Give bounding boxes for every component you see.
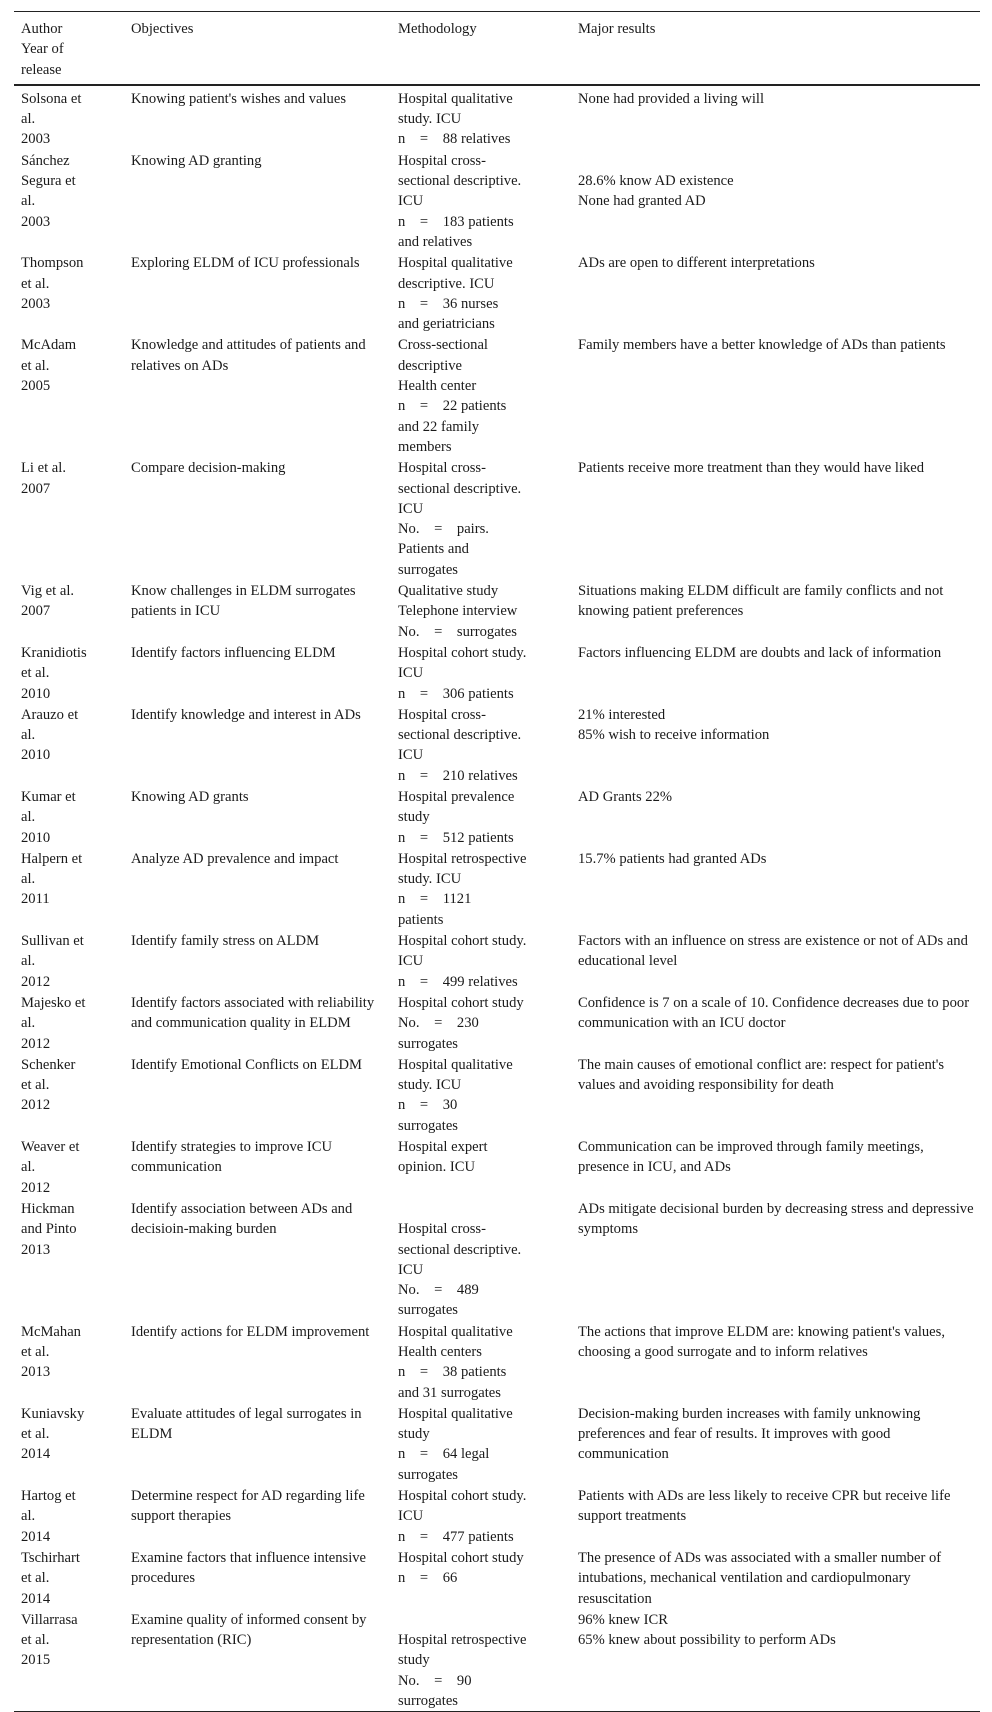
cell-methodology: Cross-sectional descriptive Health center n = 22 patients and 22 family members bbox=[398, 337, 507, 455]
cell-author-year: Villarrasa et al. 2015 bbox=[21, 1611, 78, 1669]
cell-methodology: Hospital retrospective study. ICU n = 1121 patients bbox=[398, 850, 527, 928]
cell-methodology: Hospital cross- sectional descriptive. ICU No. = pairs. Patients and surrogates bbox=[398, 460, 522, 578]
cell-objectives: Identify strategies to improve ICU communication bbox=[131, 1139, 333, 1176]
cell-methodology: Hospital cohort study No. = 230 surrogates bbox=[398, 994, 524, 1052]
cell-objectives: Know challenges in ELDM surrogates patients in ICU bbox=[131, 583, 356, 620]
table-row bbox=[14, 1547, 980, 1609]
cell-author-year: Kumar et al. 2010 bbox=[21, 788, 76, 846]
cell-major-results: 96% knew ICR 65% knew about possibility to perform ADs bbox=[578, 1611, 836, 1649]
header-objectives: Objectives bbox=[131, 21, 194, 37]
cell-author-year: Majesko et al. 2012 bbox=[21, 994, 86, 1052]
cell-objectives: Analyze AD prevalence and impact bbox=[131, 850, 339, 867]
cell-major-results: 15.7% patients had granted ADs bbox=[578, 850, 767, 867]
table-row bbox=[14, 85, 980, 150]
cell-major-results: The actions that improve ELDM are: knowing patient's values, choosing a good surrogate and to inform relatives bbox=[578, 1323, 945, 1360]
table-row bbox=[14, 252, 980, 334]
cell-objectives: Identify factors influencing ELDM bbox=[131, 644, 336, 661]
cell-major-results: Decision-making burden increases with family unknowing preferences and fear of results. It improves with good communication bbox=[578, 1405, 921, 1463]
cell-objectives: Evaluate attitudes of legal surrogates in ELDM bbox=[131, 1405, 362, 1443]
cell-methodology: Hospital retrospective study No. = 90 surrogates bbox=[398, 1632, 527, 1710]
cell-major-results: AD Grants 22% bbox=[578, 788, 673, 805]
cell-methodology: Hospital cohort study n = 66 bbox=[398, 1549, 524, 1587]
cell-major-results: The main causes of emotional conflict are: respect for patient's values and avoiding responsibility for death bbox=[578, 1056, 945, 1094]
cell-major-results: Patients receive more treatment than they would have liked bbox=[578, 460, 925, 477]
cell-author-year: Tschirhart et al. 2014 bbox=[21, 1549, 80, 1607]
cell-objectives: Identify factors associated with reliability and communication quality in ELDM bbox=[131, 994, 375, 1032]
cell-methodology: Hospital qualitative study. ICU n = 88 relatives bbox=[398, 90, 513, 148]
literature-review-table bbox=[14, 11, 980, 1712]
cell-methodology: Hospital cohort study. ICU n = 499 relatives bbox=[398, 933, 527, 990]
header-major-results: Major results bbox=[578, 21, 656, 37]
cell-major-results: Confidence is 7 on a scale of 10. Confidence decreases due to poor communication with an ICU doctor bbox=[578, 994, 970, 1032]
cell-author-year: Hartog et al. 2014 bbox=[21, 1488, 76, 1545]
cell-major-results: 21% interested 85% wish to receive information bbox=[578, 706, 770, 744]
table-row bbox=[14, 786, 980, 848]
cell-methodology: Hospital cohort study. ICU n = 306 patients bbox=[398, 644, 527, 702]
cell-major-results: ADs are open to different interpretations bbox=[578, 255, 815, 272]
table-row bbox=[14, 704, 980, 786]
cell-methodology: Hospital cross- sectional descriptive. ICU n = 183 patients and relatives bbox=[398, 152, 522, 250]
header-row bbox=[14, 12, 980, 85]
cell-methodology: Qualitative study Telephone interview No. = surrogates bbox=[398, 583, 518, 640]
cell-author-year: Arauzo et al. 2010 bbox=[21, 706, 79, 764]
cell-author-year: Solsona et al. 2003 bbox=[21, 90, 82, 148]
cell-author-year: Hickman and Pinto 2013 bbox=[21, 1200, 77, 1258]
cell-major-results: Factors influencing ELDM are doubts and lack of information bbox=[578, 644, 942, 661]
cell-objectives: Identify knowledge and interest in ADs bbox=[131, 706, 361, 723]
table-row bbox=[14, 992, 980, 1054]
cell-objectives: Identify Emotional Conflicts on ELDM bbox=[131, 1056, 363, 1073]
table-body bbox=[14, 85, 980, 1712]
cell-major-results: The presence of ADs was associated with a smaller number of intubations, mechanical ventilation and cardiopulmonary resuscitation bbox=[578, 1549, 942, 1607]
cell-methodology: Hospital qualitative study. ICU n = 30 surrogates bbox=[398, 1056, 513, 1134]
cell-methodology: Hospital prevalence study n = 512 patients bbox=[398, 788, 515, 846]
table-row bbox=[14, 1609, 980, 1712]
cell-methodology: Hospital qualitative study n = 64 legal surrogates bbox=[398, 1405, 513, 1483]
cell-author-year: Li et al. 2007 bbox=[21, 460, 66, 497]
cell-author-year: Thompson et al. 2003 bbox=[21, 255, 84, 312]
cell-author-year: Vig et al. 2007 bbox=[21, 583, 75, 620]
table-row bbox=[14, 1198, 980, 1321]
cell-methodology: Hospital cohort study. ICU n = 477 patients bbox=[398, 1488, 527, 1545]
table-row bbox=[14, 1485, 980, 1547]
cell-objectives: Identify actions for ELDM improvement bbox=[131, 1323, 370, 1340]
cell-author-year: Kuniavsky et al. 2014 bbox=[21, 1405, 85, 1463]
cell-major-results: Factors with an influence on stress are existence or not of ADs and educational level bbox=[578, 933, 968, 970]
cell-author-year: Halpern et al. 2011 bbox=[21, 850, 83, 908]
table-row bbox=[14, 930, 980, 992]
cell-objectives: Examine factors that influence intensive procedures bbox=[131, 1549, 367, 1587]
cell-objectives: Identify family stress on ALDM bbox=[131, 933, 320, 950]
table-row bbox=[14, 1321, 980, 1403]
cell-objectives: Knowing AD grants bbox=[131, 788, 249, 805]
table-row bbox=[14, 150, 980, 252]
table-row bbox=[14, 848, 980, 930]
header-methodology: Methodology bbox=[398, 21, 477, 37]
cell-major-results: Communication can be improved through family meetings, presence in ICU, and ADs bbox=[578, 1139, 924, 1176]
cell-author-year: Sullivan et al. 2012 bbox=[21, 933, 84, 990]
cell-major-results: Situations making ELDM difficult are family conflicts and not knowing patient preferences bbox=[578, 583, 944, 620]
cell-objectives: Determine respect for AD regarding life support therapies bbox=[131, 1488, 365, 1525]
table-row bbox=[14, 1136, 980, 1198]
cell-objectives: Knowing patient's wishes and values bbox=[131, 90, 347, 107]
table-header bbox=[14, 12, 980, 85]
cell-objectives: Knowing AD granting bbox=[131, 152, 262, 169]
cell-major-results: ADs mitigate decisional burden by decreasing stress and depressive symptoms bbox=[578, 1200, 974, 1238]
cell-objectives: Knowledge and attitudes of patients and relatives on ADs bbox=[131, 337, 366, 374]
cell-major-results: Patients with ADs are less likely to receive CPR but receive life support treatments bbox=[578, 1488, 951, 1525]
table-row bbox=[14, 1054, 980, 1136]
table-row bbox=[14, 334, 980, 457]
cell-author-year: Weaver et al. 2012 bbox=[21, 1139, 80, 1196]
cell-methodology: Hospital cross- sectional descriptive. ICU No. = 489 surrogates bbox=[398, 1221, 522, 1319]
cell-major-results: 28.6% know AD existence None had granted AD bbox=[578, 173, 734, 210]
cell-author-year: McMahan et al. 2013 bbox=[21, 1323, 81, 1381]
cell-major-results: None had provided a living will bbox=[578, 90, 765, 107]
table-row bbox=[14, 580, 980, 642]
table-row bbox=[14, 457, 980, 580]
cell-author-year: Kranidiotis et al. 2010 bbox=[21, 644, 87, 702]
cell-major-results: Family members have a better knowledge of ADs than patients bbox=[578, 337, 946, 354]
cell-objectives: Identify association between ADs and decisioin-making burden bbox=[131, 1200, 353, 1238]
cell-methodology: Hospital qualitative descriptive. ICU n = 36 nurses and geriatricians bbox=[398, 255, 513, 333]
table-row bbox=[14, 1403, 980, 1485]
cell-objectives: Examine quality of informed consent by representation (RIC) bbox=[131, 1611, 367, 1649]
table-row bbox=[14, 642, 980, 704]
cell-author-year: McAdam et al. 2005 bbox=[21, 337, 77, 395]
cell-author-year: Schenker et al. 2012 bbox=[21, 1056, 76, 1114]
cell-methodology: Hospital qualitative Health centers n = 38 patients and 31 surrogates bbox=[398, 1323, 513, 1401]
cell-methodology: Hospital expert opinion. ICU bbox=[398, 1139, 488, 1176]
cell-methodology: Hospital cross- sectional descriptive. ICU n = 210 relatives bbox=[398, 706, 522, 784]
header-author-year: Author Year of release bbox=[21, 21, 64, 78]
cell-objectives: Exploring ELDM of ICU professionals bbox=[131, 255, 360, 272]
cell-objectives: Compare decision-making bbox=[131, 460, 286, 477]
cell-author-year: Sánchez Segura et al. 2003 bbox=[21, 152, 76, 230]
